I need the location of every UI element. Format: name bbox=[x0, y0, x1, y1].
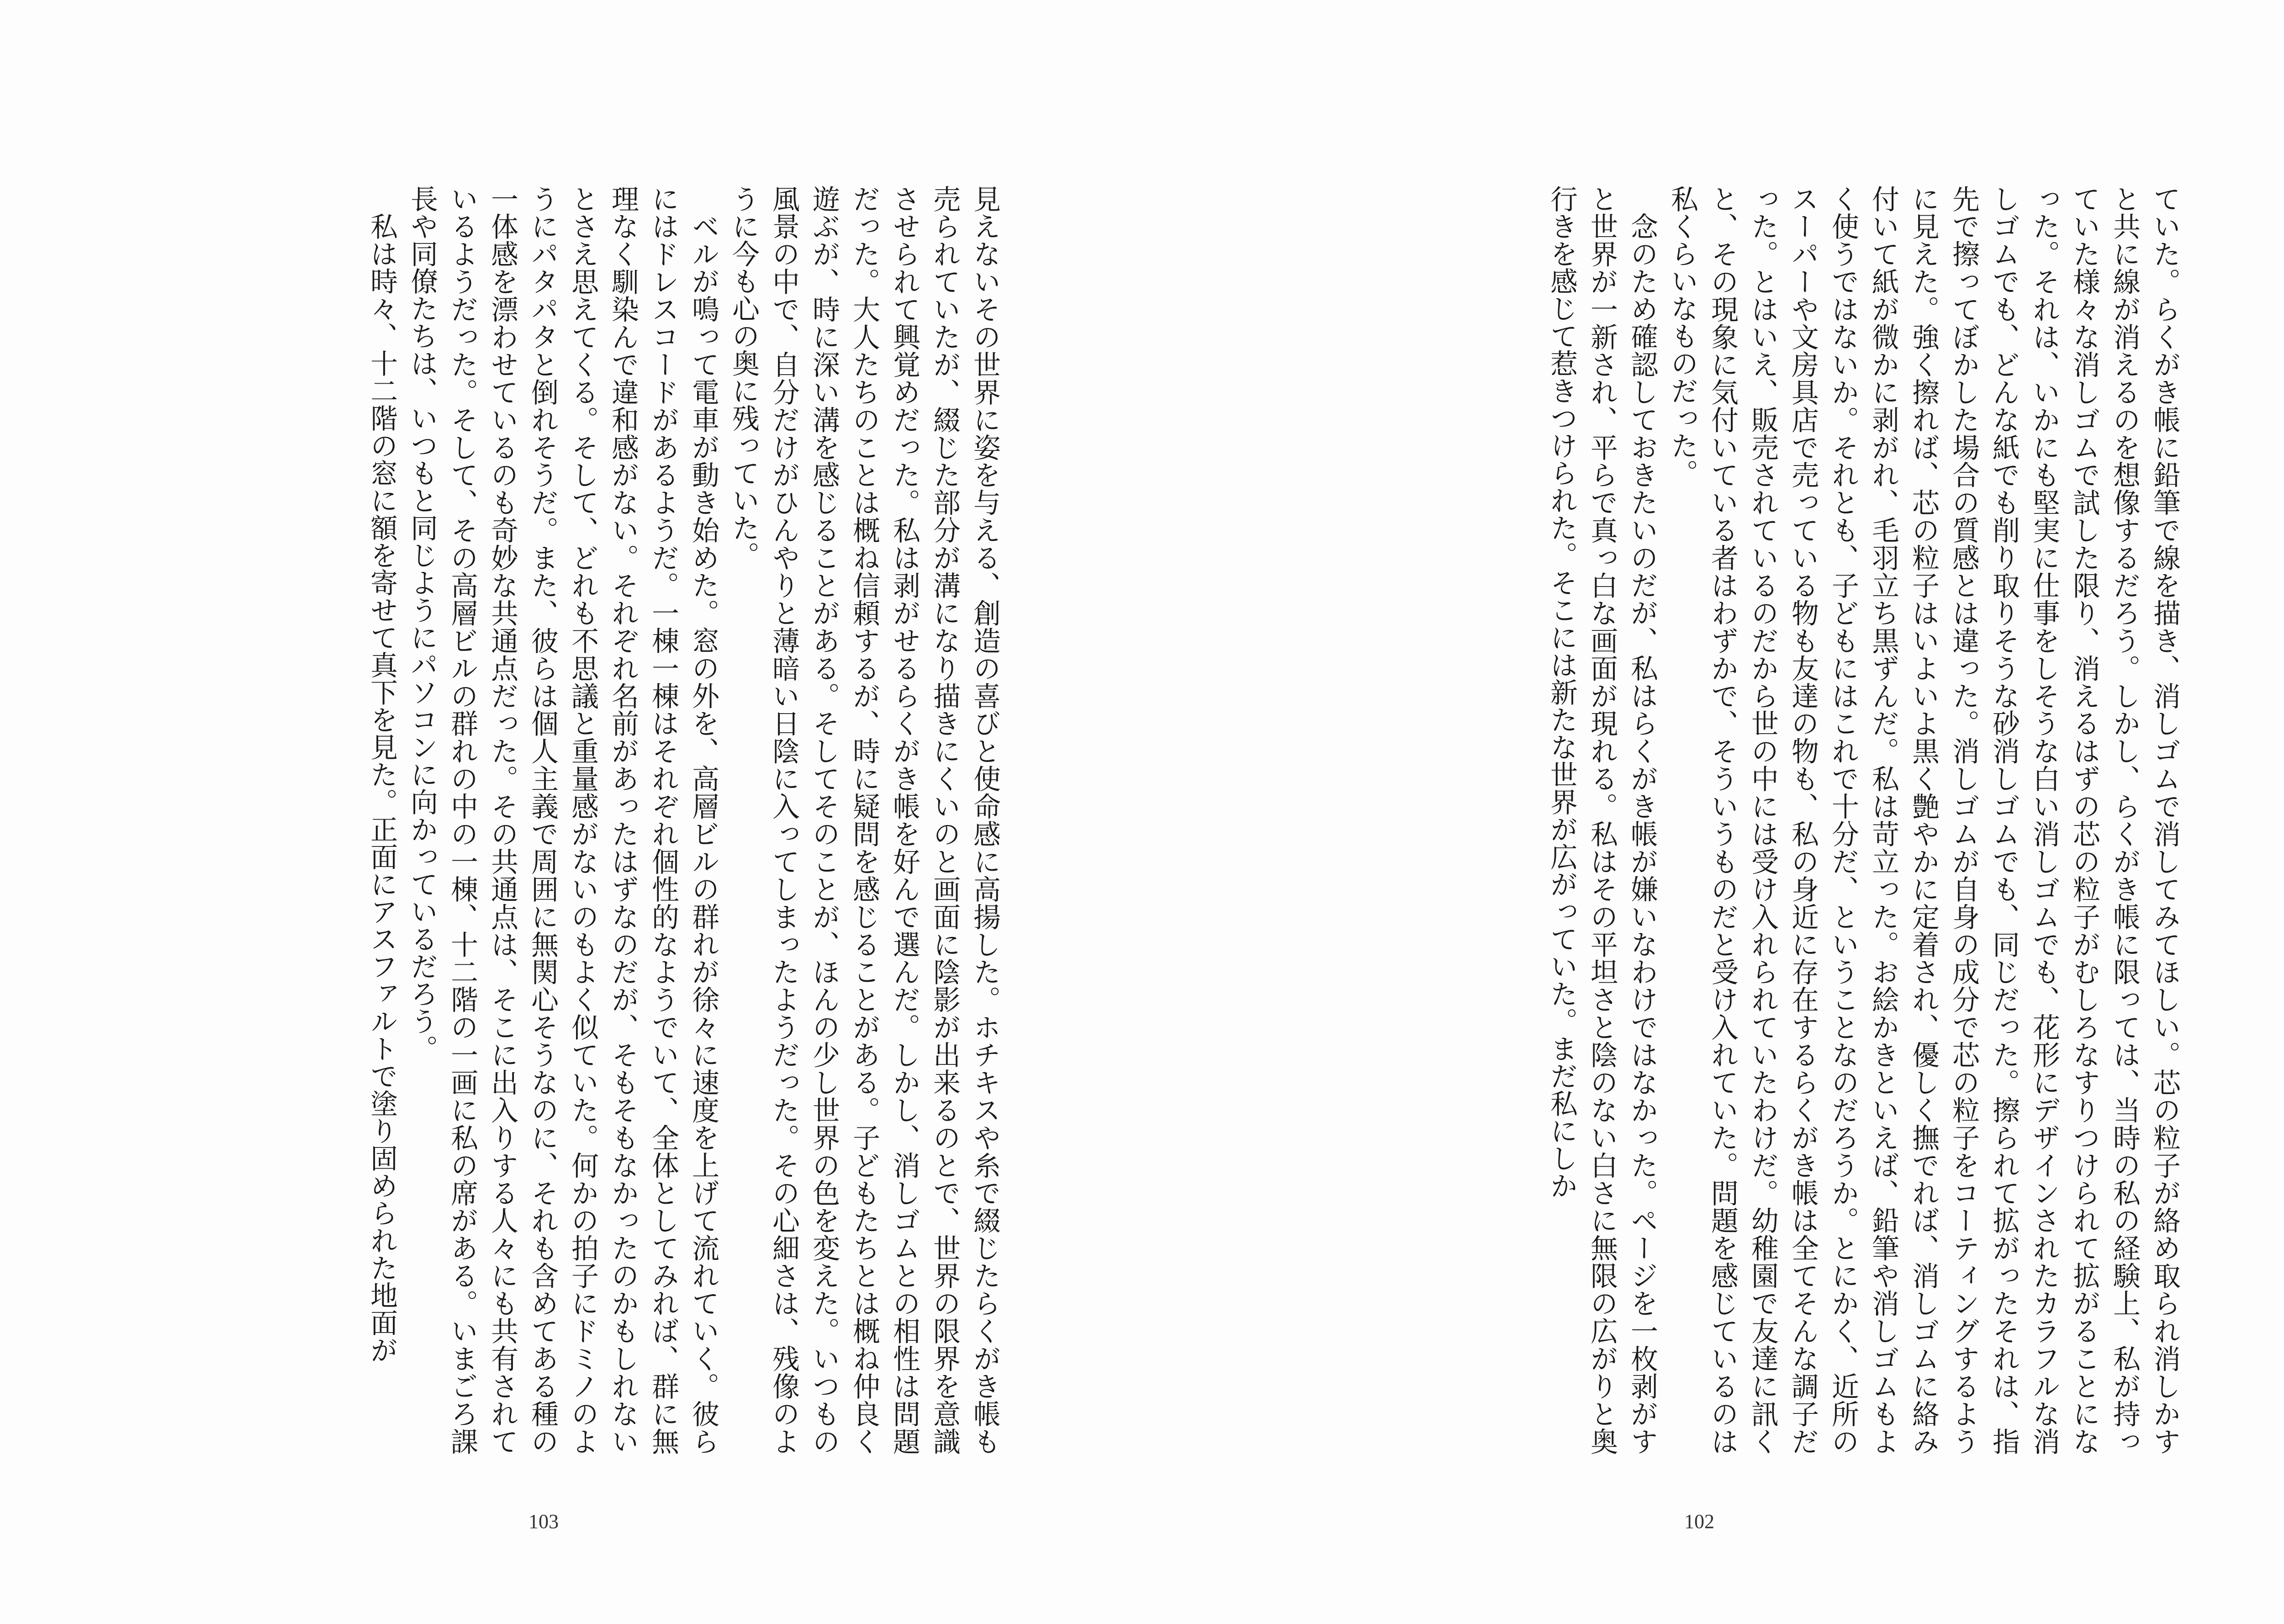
left-page-paragraph-1: 見えないその世界に姿を与える、創造の喜びと使命感に高揚した。ホチキスや糸で綴じたらくがき帳も売られていたが、綴じた部分が溝になり描きにくいのと画面に陰影が出来るのとで、世界の限界を意識させられて興覚めだった。私は剥がせるらくがき帳を好んで選んだ。しかし、消しゴムとの相性は問題だった。大人たちのことは概ね信頼するが、時に疑問を感じることがある。子どもたちとは概ね仲良く遊ぶが、時に深い溝を感じることがある。そしてそのことが、ほんの少し世界の色を変えた。いつもの風景の中で、自分だけがひんやりと薄暗い日陰に入ってしまったようだった。その心細さは、残像のように今も心の奥に残っていた。 bbox=[728, 185, 1001, 1455]
left-page-paragraph-3: 私は時々、十二階の窓に額を寄せて真下を見た。正面にアスファルトで塗り固められた地面が bbox=[366, 212, 398, 1364]
right-page-paragraph-2: 念のため確認しておきたいのだが、私はらくがき帳が嫌いなわけではなかった。ページを一枚剥がすと世界が一新され、平らで真っ白な画面が現れる。私はその平坦さと陰のない白さに無限の広がりと奥行きを感じて惹きつけられた。そこには新たな世界が広がっていた。まだ私にしか bbox=[1546, 185, 1658, 1455]
left-page-paragraph-2: ベルが鳴って電車が動き始めた。窓の外を、高層ビルの群れが徐々に速度を上げて流れていく。彼らにはドレスコードがあるようだ。一棟一棟はそれぞれ個性的なようでいて、全体としてみれば、群に無理なく馴染んで違和感がない。それぞれ名前があったはずなのだが、そもそもなかったのかもしれないとさえ思えてくる。そして、どれも不思議と重量感がないのもよく似ていた。何かの拍子にドミノのようにパタパタと倒れそうだ。また、彼らは個人主義で周囲に無関心そうなのに、それも含めてある種の一体感を漂わせているのも奇妙な共通点だった。その共通点は、そこに出入りする人々にも共有されているようだった。そして、その高層ビルの群れの中の一棟、十二階の一画に私の席がある。いまごろ課長や同僚たちは、いつもと同じようにパソコンに向かっているだろう。 bbox=[406, 185, 719, 1455]
right-page bbox=[1142, 0, 2284, 1624]
right-page-paragraph-1: ていた。らくがき帳に鉛筆で線を描き、消しゴムで消してみてほしい。芯の粒子が絡め取られ消しかすと共に線が消えるのを想像するだろう。しかし、らくがき帳に限っては、当時の私の経験上、私が持っていた様々な消しゴムで試した限り、消えるはずの芯の粒子がむしろなすりつけられて拡がることになった。それは、いかにも堅実に仕事をしそうな白い消しゴムでも、花形にデザインされたカラフルな消しゴムでも、どんな紙でも削り取りそうな砂消しゴムでも、同じだった。擦られて拡がったそれは、指先で擦ってぼかした場合の質感とは違った。消しゴムが自身の成分で芯の粒子をコーティングするように見えた。強く擦れば、芯の粒子はいよいよ黒く艶やかに定着され、優しく撫でれば、消しゴムに絡み付いて紙が微かに剥がれ、毛羽立ち黒ずんだ。私は苛立った。お絵かきといえば、鉛筆や消しゴムもよく使うではないか。それとも、子どもにはこれで十分だ、ということなのだろうか。とにかく、近所のスーパーや文房具店で売っている物も友達の物も、私の身近に存在するらくがき帳は全てそんな調子だった。とはいえ、販売されているのだから世の中には受け入れられていたわけだ。幼稚園で友達に訊くと、その現象に気付いている者はわずかで、そういうものだと受け入れていた。問題を感じているのは私くらいなものだった。 bbox=[1666, 185, 2181, 1455]
right-page-number: 102 bbox=[1684, 1510, 1714, 1533]
left-page-body-text bbox=[109, 185, 1005, 1455]
left-page-number: 103 bbox=[529, 1510, 559, 1533]
right-page-body-text bbox=[1319, 185, 2185, 1455]
